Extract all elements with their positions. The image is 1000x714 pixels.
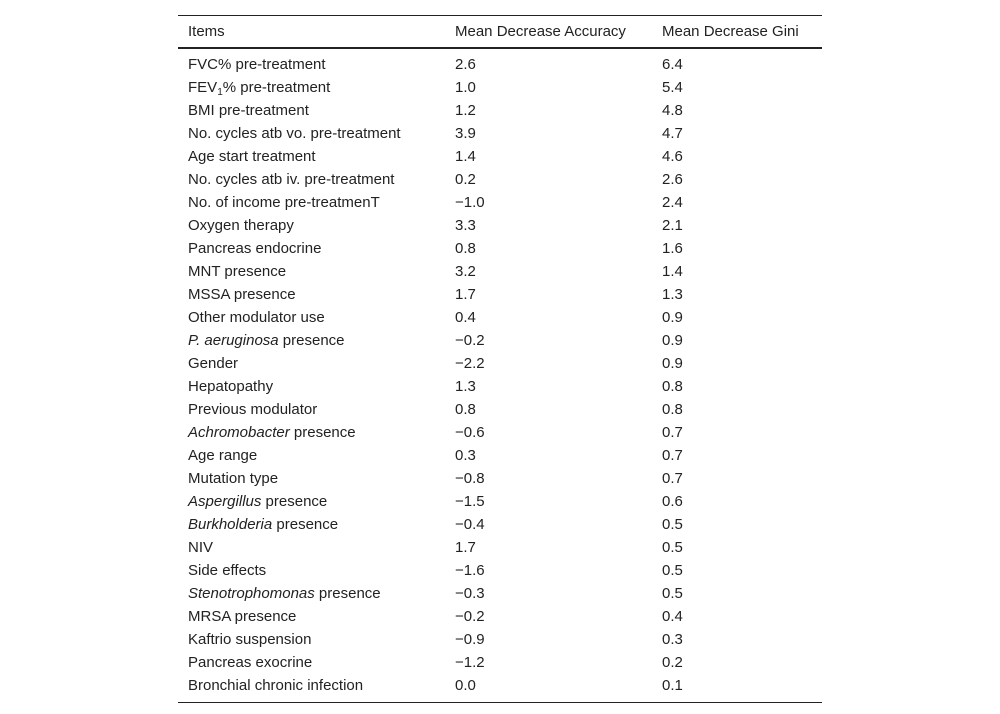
mean-decrease-accuracy-cell: −1.0 xyxy=(455,194,485,211)
table-row xyxy=(178,375,822,398)
table-row xyxy=(178,214,822,237)
item-cell: NIV xyxy=(188,539,214,556)
item-species-name: Stenotrophomonas xyxy=(188,585,315,602)
header-items: Items xyxy=(188,23,225,40)
header-mean-decrease-gini: Mean Decrease Gini xyxy=(662,23,799,40)
mean-decrease-accuracy-cell: −1.5 xyxy=(455,493,485,510)
table-row xyxy=(178,260,822,283)
table-row xyxy=(178,467,822,490)
item-cell: Pancreas exocrine xyxy=(188,654,313,671)
importance-table-container xyxy=(178,15,822,703)
item-cell: Pancreas endocrine xyxy=(188,240,322,257)
mean-decrease-accuracy-cell: 0.8 xyxy=(455,401,476,418)
item-cell xyxy=(178,582,445,605)
mean-decrease-accuracy-cell: −0.4 xyxy=(455,516,485,533)
item-cell: Hepatopathy xyxy=(188,378,274,395)
item-cell: Age range xyxy=(188,447,258,464)
table-row xyxy=(178,122,822,145)
mean-decrease-accuracy-cell: −0.3 xyxy=(455,585,485,602)
item-species-name: Achromobacter xyxy=(188,424,290,441)
table-row xyxy=(178,536,822,559)
mean-decrease-gini-cell: 0.7 xyxy=(662,447,683,464)
mean-decrease-gini-cell: 0.7 xyxy=(662,424,683,441)
table-body xyxy=(178,48,822,703)
mean-decrease-gini-cell: 0.9 xyxy=(662,332,683,349)
item-species-name: Aspergillus xyxy=(188,493,262,510)
item-cell: No. cycles atb iv. pre-treatment xyxy=(188,171,395,188)
table-row xyxy=(178,306,822,329)
mean-decrease-gini-cell: 4.8 xyxy=(662,102,683,119)
table-row xyxy=(178,283,822,306)
item-cell: MSSA presence xyxy=(188,286,296,303)
mean-decrease-gini-cell: 0.9 xyxy=(662,309,683,326)
mean-decrease-accuracy-cell: 3.9 xyxy=(455,125,476,142)
item-cell: No. cycles atb vo. pre-treatment xyxy=(188,125,401,142)
item-text: FEV xyxy=(188,79,218,96)
item-cell: FVC% pre-treatment xyxy=(188,56,326,73)
table-row xyxy=(178,168,822,191)
item-cell xyxy=(178,490,445,513)
item-cell xyxy=(178,513,445,536)
mean-decrease-accuracy-cell: 1.2 xyxy=(455,102,476,119)
mean-decrease-gini-cell: 0.8 xyxy=(662,378,683,395)
mean-decrease-accuracy-cell: 0.8 xyxy=(455,240,476,257)
mean-decrease-accuracy-cell: −1.6 xyxy=(455,562,485,579)
mean-decrease-accuracy-cell: −2.2 xyxy=(455,355,485,372)
mean-decrease-accuracy-cell: 0.3 xyxy=(455,447,476,464)
item-cell: Mutation type xyxy=(188,470,279,487)
table-row xyxy=(178,237,822,260)
variable-importance-table xyxy=(178,15,822,703)
mean-decrease-gini-cell: 2.4 xyxy=(662,194,683,211)
item-species-name: Burkholderia xyxy=(188,516,273,533)
table-row xyxy=(178,421,822,444)
mean-decrease-gini-cell: 6.4 xyxy=(662,56,683,73)
item-cell: Gender xyxy=(188,355,239,372)
table-row xyxy=(178,490,822,513)
table-row xyxy=(178,674,822,703)
mean-decrease-gini-cell: 4.6 xyxy=(662,148,683,165)
mean-decrease-gini-cell: 0.6 xyxy=(662,493,683,510)
item-cell: Previous modulator xyxy=(188,401,318,418)
table-row xyxy=(178,444,822,467)
mean-decrease-accuracy-cell: 0.2 xyxy=(455,171,476,188)
mean-decrease-accuracy-cell: −0.2 xyxy=(455,332,485,349)
table-row xyxy=(178,628,822,651)
mean-decrease-accuracy-cell: 1.3 xyxy=(455,378,476,395)
item-cell: Age start treatment xyxy=(188,148,316,165)
item-cell: Oxygen therapy xyxy=(188,217,294,234)
mean-decrease-gini-cell: 0.8 xyxy=(662,401,683,418)
item-cell xyxy=(178,421,445,444)
table-row xyxy=(178,398,822,421)
item-text: presence xyxy=(289,424,356,441)
table-row xyxy=(178,329,822,352)
item-cell: BMI pre-treatment xyxy=(188,102,309,119)
mean-decrease-gini-cell: 0.7 xyxy=(662,470,683,487)
mean-decrease-accuracy-cell: 0.0 xyxy=(455,677,476,694)
table-row xyxy=(178,191,822,214)
table-row xyxy=(178,145,822,168)
table-row xyxy=(178,352,822,375)
mean-decrease-accuracy-cell: −0.6 xyxy=(455,424,485,441)
item-text: presence xyxy=(278,332,345,349)
table-row xyxy=(178,559,822,582)
table-header xyxy=(178,16,822,49)
table-row xyxy=(178,513,822,536)
mean-decrease-gini-cell: 0.2 xyxy=(662,654,683,671)
item-cell: Other modulator use xyxy=(188,309,325,326)
mean-decrease-accuracy-cell: 3.2 xyxy=(455,263,476,280)
item-cell: Kaftrio suspension xyxy=(188,631,312,648)
mean-decrease-gini-cell: 0.5 xyxy=(662,539,683,556)
mean-decrease-gini-cell: 2.1 xyxy=(662,217,683,234)
mean-decrease-accuracy-cell: −0.2 xyxy=(455,608,485,625)
mean-decrease-accuracy-cell: 1.7 xyxy=(455,286,476,303)
mean-decrease-accuracy-cell: −0.9 xyxy=(455,631,485,648)
header-mean-decrease-accuracy: Mean Decrease Accuracy xyxy=(455,23,626,40)
mean-decrease-gini-cell: 1.4 xyxy=(662,263,683,280)
item-cell: MRSA presence xyxy=(188,608,297,625)
mean-decrease-accuracy-cell: −0.8 xyxy=(455,470,485,487)
table-row xyxy=(178,582,822,605)
mean-decrease-gini-cell: 0.4 xyxy=(662,608,683,625)
table-row xyxy=(178,76,822,99)
mean-decrease-gini-cell: 0.5 xyxy=(662,516,683,533)
table-row xyxy=(178,48,822,76)
item-cell: Side effects xyxy=(188,562,267,579)
mean-decrease-accuracy-cell: 0.4 xyxy=(455,309,476,326)
item-cell xyxy=(178,329,445,352)
mean-decrease-gini-cell: 2.6 xyxy=(662,171,683,188)
mean-decrease-accuracy-cell: 1.7 xyxy=(455,539,476,556)
item-text: presence xyxy=(261,493,328,510)
mean-decrease-gini-cell: 0.3 xyxy=(662,631,683,648)
mean-decrease-accuracy-cell: 1.4 xyxy=(455,148,476,165)
table-row xyxy=(178,605,822,628)
item-text: % pre-treatment xyxy=(222,79,331,96)
item-subscript: 1 xyxy=(217,87,223,98)
mean-decrease-accuracy-cell: 2.6 xyxy=(455,56,476,73)
item-text: presence xyxy=(272,516,339,533)
item-cell xyxy=(178,76,445,99)
mean-decrease-accuracy-cell: 1.0 xyxy=(455,79,476,96)
mean-decrease-gini-cell: 0.1 xyxy=(662,677,683,694)
mean-decrease-gini-cell: 0.5 xyxy=(662,585,683,602)
header-row xyxy=(178,16,822,49)
item-cell: No. of income pre-treatmenT xyxy=(188,194,380,211)
mean-decrease-accuracy-cell: 3.3 xyxy=(455,217,476,234)
mean-decrease-gini-cell: 1.3 xyxy=(662,286,683,303)
item-species-name: P. aeruginosa xyxy=(188,332,279,349)
mean-decrease-gini-cell: 4.7 xyxy=(662,125,683,142)
table-row xyxy=(178,651,822,674)
item-cell: Bronchial chronic infection xyxy=(188,677,364,694)
mean-decrease-gini-cell: 0.9 xyxy=(662,355,683,372)
mean-decrease-gini-cell: 5.4 xyxy=(662,79,683,96)
table-row xyxy=(178,99,822,122)
mean-decrease-accuracy-cell: −1.2 xyxy=(455,654,485,671)
item-cell: MNT presence xyxy=(188,263,287,280)
mean-decrease-gini-cell: 0.5 xyxy=(662,562,683,579)
mean-decrease-gini-cell: 1.6 xyxy=(662,240,683,257)
item-text: presence xyxy=(314,585,381,602)
